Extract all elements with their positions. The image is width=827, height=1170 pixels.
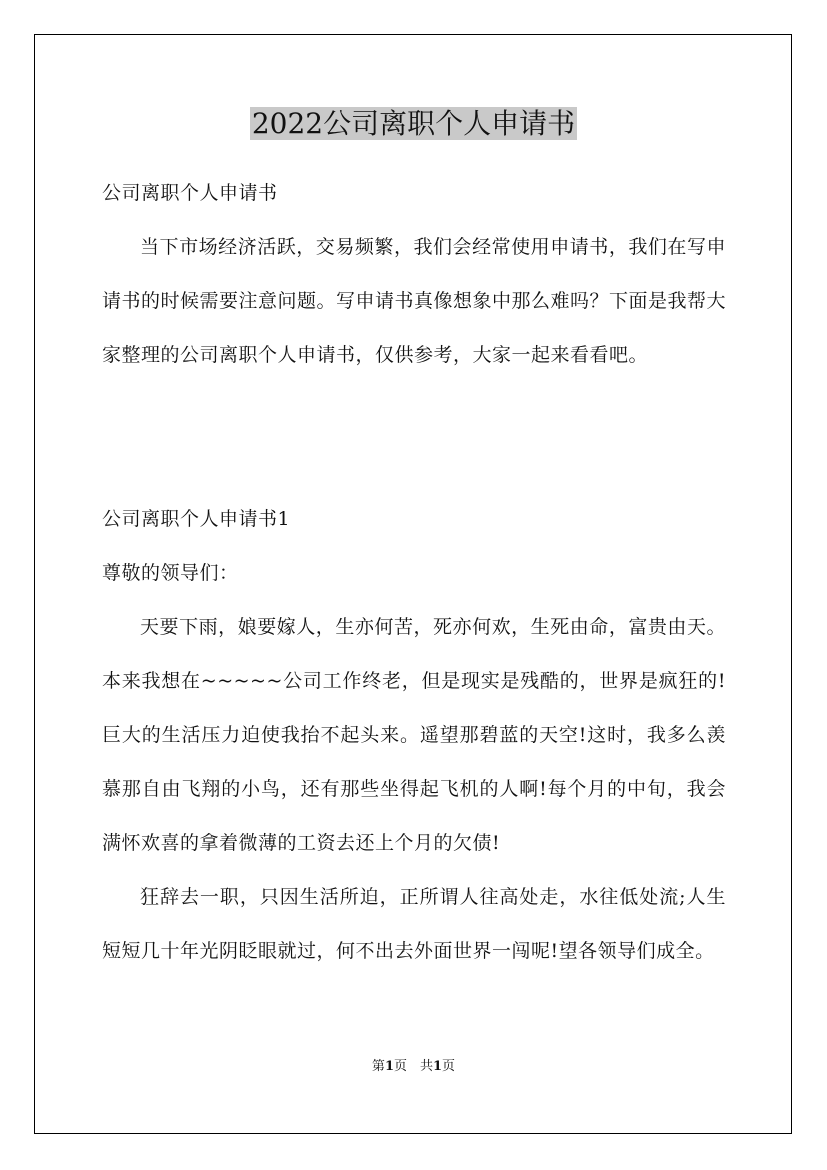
page-footer [0, 1055, 827, 1074]
footer-page-suffix: 页 [442, 1059, 456, 1074]
footer-page-prefix: 第 [371, 1059, 385, 1074]
intro-paragraph: 当下市场经济活跃，交易频繁，我们会经常使用申请书，我们在写申请书的时候需要注意问题。写申请书真像想象中那么难吗？下面是我帮大家整理的公司离职个人申请书，仅供参考，大家一起来看看吧。 [102, 236, 727, 366]
footer-page-current: 1 [384, 1059, 394, 1074]
body-paragraph-1: 天要下雨，娘要嫁人，生亦何苦，死亦何欢，生死由命，富贵由天。本来我想在~~~~~公司工作终老，但是现实是残酷的，世界是疯狂的!巨大的生活压力迫使我抬不起头来。遥望那碧蓝的天空!这时，我多么羡慕那自由飞翔的小鸟，还有那些坐得起飞机的人啊!每个月的中旬，我会满怀欢喜的拿着微薄的工资去还上个月的欠债! [102, 616, 726, 854]
footer-page-mid: 页 共 [393, 1059, 433, 1074]
salutation: 尊敬的领导们： [102, 562, 239, 584]
document-title-text: 2022公司离职个人申请书 [251, 107, 576, 140]
document-title [0, 104, 827, 144]
document-subtitle: 公司离职个人申请书 [102, 182, 278, 204]
footer-page-total: 1 [433, 1059, 443, 1074]
body-paragraph-2: 狂辞去一职，只因生活所迫，正所谓人往高处走，水往低处流;人生短短几十年光阴眨眼就过，何不出去外面世界一闯呢!望各领导们成全。 [102, 886, 726, 962]
section-heading: 公司离职个人申请书1 [102, 508, 291, 530]
